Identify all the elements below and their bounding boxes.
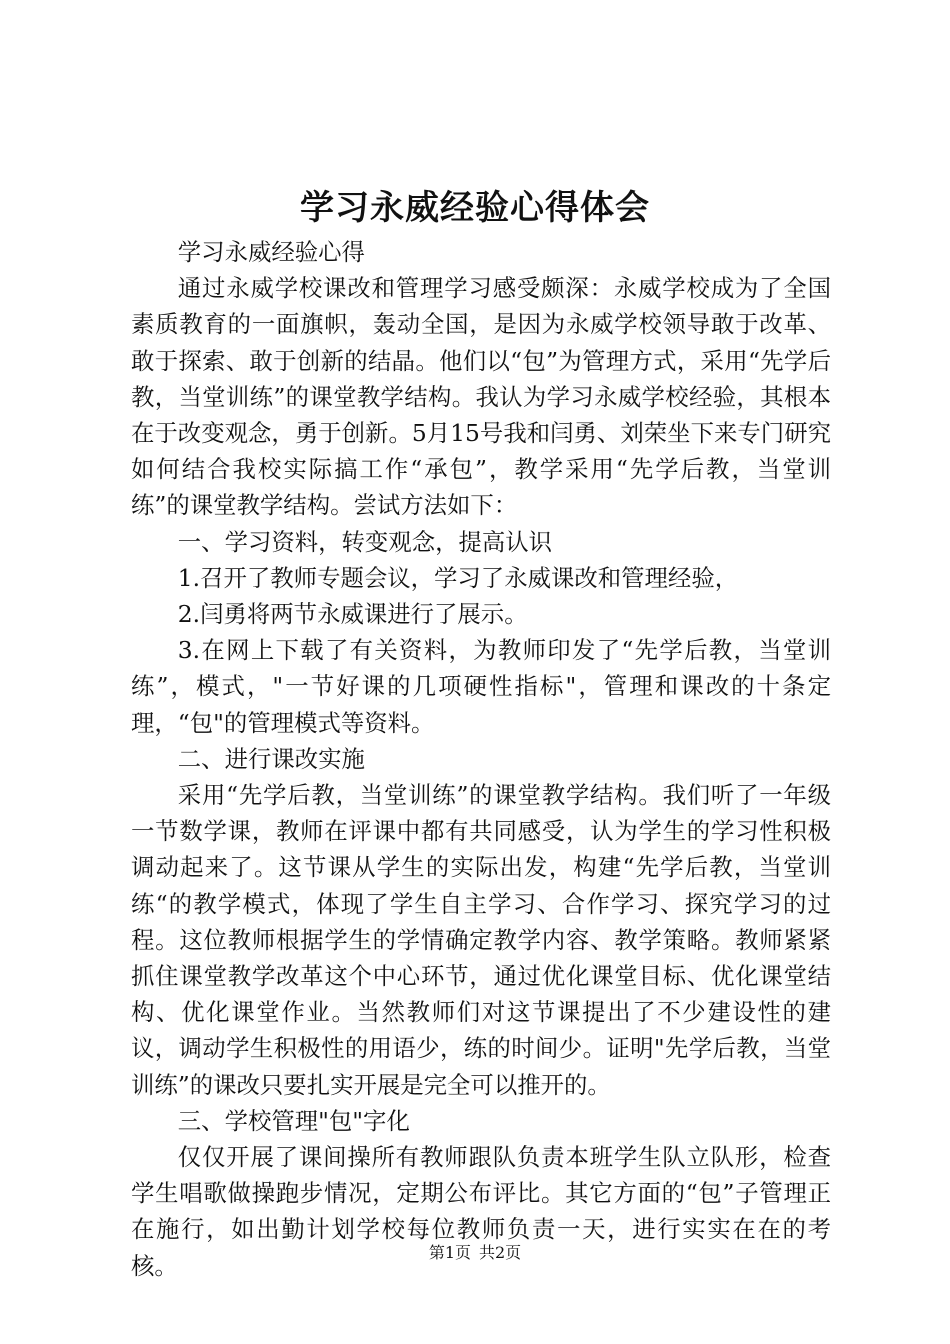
paragraph-subtitle: 学习永威经验心得 — [177, 238, 365, 266]
section-heading-1: 一、学习资料，转变观念，提高认识 — [177, 527, 553, 556]
document-title: 学习永威经验心得体会 — [300, 188, 650, 228]
total-pages: 共2页 — [479, 1243, 522, 1262]
paragraph-reform: 采用“先学后教，当堂训练”的课堂教学结构。我们听了一年级一节数学课，教师在评课中都有共同感受，认为学生的学习性积极调动起来了。这节课从学生的实际出发，构建“先学后教，当堂训练“的教学模式，体现了学生自主学习、合作学习、探究学习的过程。这位教师根据学生的学情确定教学内容、教学策略。教师紧紧抓住课堂教学改革这个中心环节，通过优化课堂目标、优化课堂结构、优化课堂作业。当然教师们对这节课提出了不少建设性的建议，调动学生积极性的用语少，练的时间少。证明"先学后教，当堂训练”的课改只要扎实开展是完全可以推开的。 — [131, 781, 831, 1099]
paragraph-management: 仅仅开展了课间操所有教师跟队负责本班学生队立队形，检查学生唱歌做操跑步情况，定期公布评比。其它方面的“包”子管理正在施行，如出勤计划学校每位教师负责一天，进行实实在在的考核。 — [131, 1143, 831, 1280]
list-item-1: 1.召开了教师专题会议，学习了永威课改和管理经验， — [177, 563, 739, 592]
list-item-3: 3.在网上下载了有关资料，为教师印发了“先学后教，当堂训练”，模式，"一节好课的几项硬性指标"，管理和课改的十条定理，“包"的管理模式等资料。 — [131, 636, 831, 737]
section-heading-3: 三、学校管理"包"字化 — [177, 1106, 410, 1135]
list-item-2: 2.闫勇将两节永威课进行了展示。 — [177, 600, 528, 629]
paragraph-intro: 通过永威学校课改和管理学习感受颇深：永威学校成为了全国素质教育的一面旗帜，轰动全国，是因为永威学校领导敢于改革、敢于探索、敢于创新的结晶。他们以“包”为管理方式，采用“先学后教，当堂训练”的课堂教学结构。我认为学习永威学校经验，其根本在于改变观念，勇于创新。5月15号我和闫勇、刘荣坐下来专门研究如何结合我校实际搞工作“承包”，教学采用“先学后教，当堂训练”的课堂教学结构。尝试方法如下： — [131, 274, 831, 520]
section-heading-2: 二、进行课改实施 — [177, 744, 365, 773]
current-page-number: 第1页 — [428, 1243, 471, 1262]
page-footer — [0, 1242, 950, 1264]
document-body — [131, 234, 831, 1284]
